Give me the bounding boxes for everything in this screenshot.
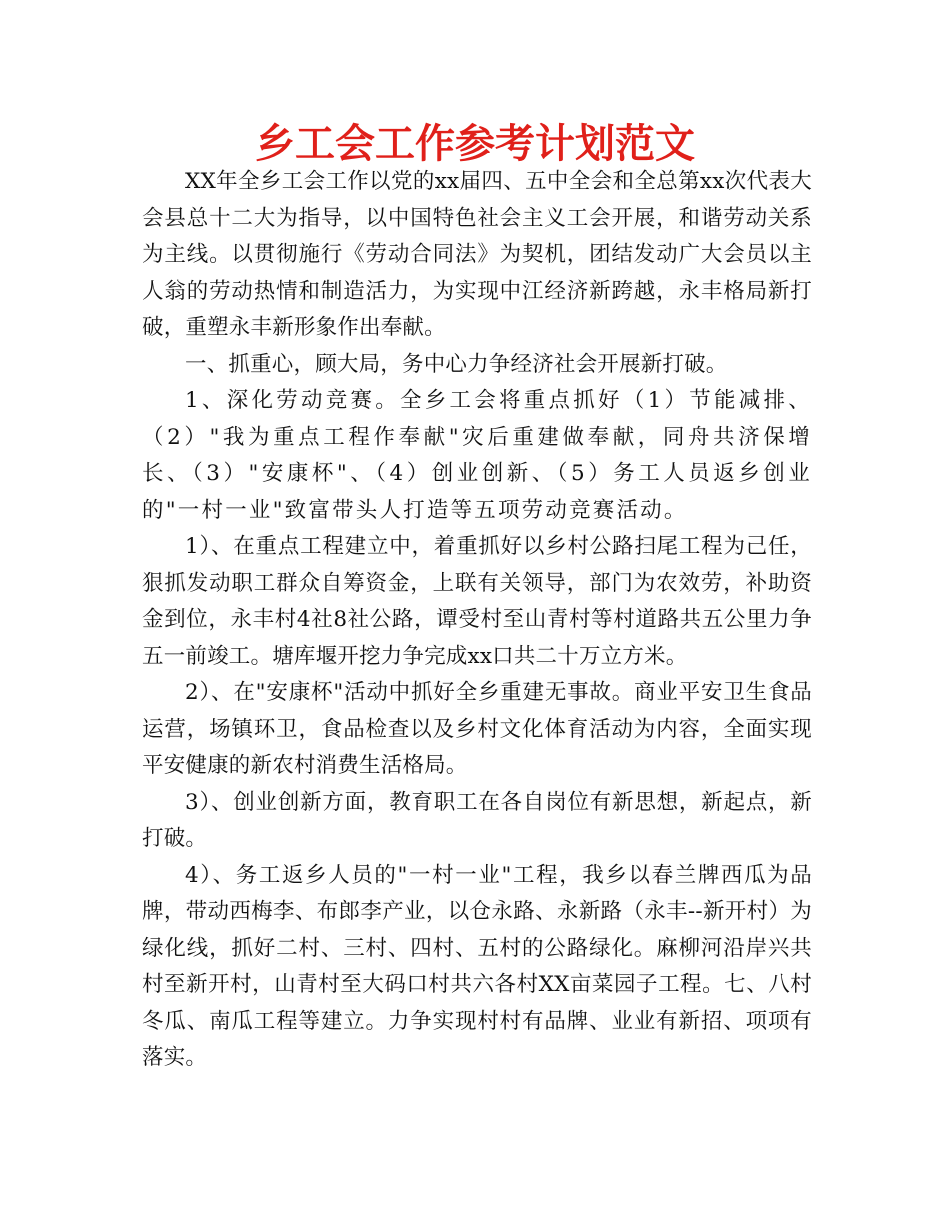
document-body (142, 164, 812, 1077)
paragraph-intro: XX年全乡工会工作以党的xx届四、五中全会和全总第xx次代表大会县总十二大为指导，以中国特色社会主义工会开展，和谐劳动关系为主线。以贯彻施行《劳动合同法》为契机，团结发动广大会员以主人翁的劳动热情和制造活力，为实现中江经济新跨越，永丰格局新打破，重塑永丰新形象作出奉献。 (142, 169, 812, 340)
paragraph-section-heading: 一、抓重心，顾大局，务中心力争经济社会开展新打破。 (185, 351, 728, 377)
document-title: 乡工会工作参考计划范文 (255, 121, 695, 167)
paragraph-subitem-3: 3）、创业创新方面，教育职工在各自岗位有新思想，新起点，新打破。 (142, 789, 812, 851)
paragraph-subitem-2: 2）、在"安康杯"活动中抓好全乡重建无事故。商业平安卫生食品运营，场镇环卫，食品检查以及乡村文化体育活动为内容，全面实现平安健康的新农村消费生活格局。 (142, 680, 812, 778)
paragraph-item-1: 1、深化劳动竞赛。全乡工会将重点抓好（1）节能减排、（2）"我为重点工程作奉献"灾后重建做奉献，同舟共济保增长、（3）"安康杯"、（4）创业创新、（5）务工人员返乡创业的"一村一业"致富带头人打造等五项劳动竞赛活动。 (142, 388, 812, 523)
paragraph-subitem-1: 1）、在重点工程建立中，着重抓好以乡村公路扫尾工程为己任，狠抓发动职工群众自筹资金，上联有关领导，部门为农效劳，补助资金到位，永丰村4社8社公路，谭受村至山青村等村道路共五公里力争五一前竣工。塘库堰开挖力争完成xx口共二十万立方米。 (142, 534, 812, 669)
paragraph-subitem-4: 4）、务工返乡人员的"一村一业"工程，我乡以春兰牌西瓜为品牌，带动西梅李、布郎李产业，以仓永路、永新路（永丰--新开村）为绿化线，抓好二村、三村、四村、五村的公路绿化。麻柳河沿岸兴共村至新开村，山青村至大码口村共六各村XX亩菜园子工程。七、八村冬瓜、南瓜工程等建立。力争实现村村有品牌、业业有新招、项项有落实。 (142, 862, 812, 1070)
